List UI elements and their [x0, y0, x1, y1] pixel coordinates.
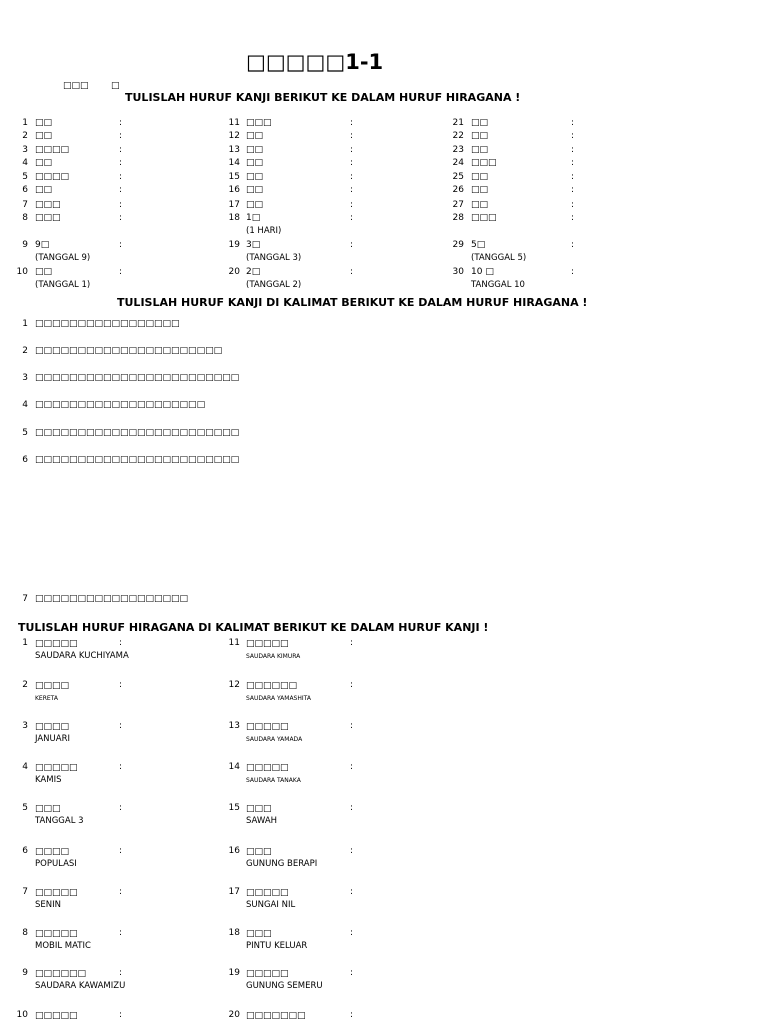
answer-colon: : [119, 213, 123, 223]
answer-colon: : [350, 638, 354, 648]
sentence-text: □□□□□□□□□□□□□□□□□□ [35, 594, 189, 604]
answer-colon: : [119, 1010, 123, 1020]
hiragana-item: □□□□□□□ [246, 1011, 306, 1021]
item-number: 5 [22, 172, 28, 182]
item-hint: (TANGGAL 2) [246, 280, 302, 290]
kanji-item: □□□ [246, 118, 272, 128]
hiragana-item: □□□□□ [246, 763, 289, 773]
section2-heading: TULISLAH HURUF KANJI DI KALIMAT BERIKUT KE DALAM HURUF HIRAGANA ! [117, 296, 588, 309]
hiragana-item: □□□□ [35, 847, 70, 857]
item-number: 18 [228, 928, 240, 938]
item-meaning: SAWAH [246, 816, 278, 826]
item-number: 28 [452, 213, 464, 223]
answer-colon: : [350, 680, 354, 690]
item-meaning: KERETA [35, 695, 58, 702]
answer-colon: : [119, 803, 123, 813]
hiragana-item: □□□□□ [246, 639, 289, 649]
section1-heading: TULISLAH HURUF KANJI BERIKUT KE DALAM HURUF HIRAGANA ! [125, 91, 521, 104]
item-number: 12 [228, 680, 240, 690]
sentence-text: □□□□□□□□□□□□□□□□□ [35, 319, 180, 329]
hiragana-item: □□□□□ [246, 969, 289, 979]
item-number: 10 [16, 267, 28, 277]
item-meaning: MOBIL MATIC [35, 941, 91, 951]
answer-colon: : [350, 158, 354, 168]
answer-colon: : [350, 803, 354, 813]
item-number: 27 [452, 200, 464, 210]
answer-colon: : [350, 200, 354, 210]
item-number: 20 [228, 1010, 240, 1020]
item-number: 10 [16, 1010, 28, 1020]
item-number: 18 [228, 213, 240, 223]
hiragana-item: □□□ [246, 847, 272, 857]
item-number: 7 [22, 887, 28, 897]
answer-colon: : [119, 185, 123, 195]
answer-colon: : [119, 846, 123, 856]
item-number: 14 [228, 762, 240, 772]
kanji-item: □□□□ [35, 172, 70, 182]
sentence-text: □□□□□□□□□□□□□□□□□□□□□□□□ [35, 373, 240, 383]
sentence-number: 7 [22, 594, 28, 604]
item-hint: (1 HARI) [246, 226, 282, 236]
kanji-item: 3□ [246, 240, 261, 250]
name-label-end: □ [111, 81, 120, 91]
item-meaning: JANUARI [35, 734, 70, 744]
item-number: 30 [452, 267, 464, 277]
page-title: □□□□□1-1 [246, 50, 384, 74]
answer-colon: : [571, 118, 575, 128]
kanji-item: 5□ [471, 240, 486, 250]
hiragana-item: □□□□□□ [35, 969, 87, 979]
hiragana-item: □□□□ [35, 722, 70, 732]
item-number: 23 [452, 145, 464, 155]
answer-colon: : [571, 185, 575, 195]
kanji-item: □□ [35, 185, 53, 195]
answer-colon: : [350, 968, 354, 978]
kanji-item: □□ [246, 158, 264, 168]
item-number: 16 [228, 846, 240, 856]
item-number: 1 [22, 638, 28, 648]
item-meaning: SAUDARA KIMURA [246, 653, 301, 660]
item-meaning: GUNUNG SEMERU [246, 981, 323, 991]
item-number: 22 [452, 131, 464, 141]
answer-colon: : [571, 213, 575, 223]
answer-colon: : [119, 200, 123, 210]
sentence-number: 4 [22, 400, 28, 410]
item-number: 9 [22, 968, 28, 978]
kanji-item: □□ [471, 185, 489, 195]
item-number: 15 [228, 803, 240, 813]
item-number: 20 [228, 267, 240, 277]
answer-colon: : [350, 1010, 354, 1020]
item-number: 12 [228, 131, 240, 141]
hiragana-item: □□□□ [35, 681, 70, 691]
kanji-item: □□□ [471, 213, 497, 223]
kanji-item: □□ [246, 145, 264, 155]
kanji-item: □□ [246, 185, 264, 195]
answer-colon: : [119, 131, 123, 141]
answer-colon: : [350, 213, 354, 223]
item-number: 6 [22, 846, 28, 856]
answer-colon: : [571, 200, 575, 210]
item-meaning: TANGGAL 3 [35, 816, 84, 826]
kanji-item: □□ [35, 131, 53, 141]
answer-colon: : [119, 172, 123, 182]
answer-colon: : [571, 240, 575, 250]
kanji-item: □□ [246, 131, 264, 141]
hiragana-item: □□□□□ [35, 639, 78, 649]
answer-colon: : [350, 118, 354, 128]
kanji-item: □□ [246, 172, 264, 182]
item-meaning: KAMIS [35, 775, 62, 785]
kanji-item: □□ [471, 145, 489, 155]
answer-colon: : [350, 267, 354, 277]
answer-colon: : [119, 887, 123, 897]
sentence-text: □□□□□□□□□□□□□□□□□□□□ [35, 400, 206, 410]
item-meaning: PINTU KELUAR [246, 941, 308, 951]
answer-colon: : [119, 240, 123, 250]
kanji-item: □□ [35, 158, 53, 168]
item-hint: TANGGAL 10 [471, 280, 525, 290]
item-meaning: GUNUNG BERAPI [246, 859, 318, 869]
kanji-item: □□ [471, 200, 489, 210]
answer-colon: : [119, 928, 123, 938]
answer-colon: : [350, 145, 354, 155]
item-number: 15 [228, 172, 240, 182]
answer-colon: : [350, 928, 354, 938]
answer-colon: : [571, 267, 575, 277]
answer-colon: : [350, 185, 354, 195]
item-meaning: SENIN [35, 900, 61, 910]
answer-colon: : [350, 721, 354, 731]
kanji-item: □□ [471, 118, 489, 128]
hiragana-item: □□□□□ [35, 1011, 78, 1021]
item-number: 8 [22, 213, 28, 223]
answer-colon: : [571, 145, 575, 155]
item-number: 29 [452, 240, 464, 250]
name-label: □□□ [63, 81, 89, 91]
kanji-item: □□□ [35, 213, 61, 223]
item-number: 2 [22, 680, 28, 690]
kanji-item: □□□□ [35, 145, 70, 155]
item-number: 3 [22, 721, 28, 731]
answer-colon: : [350, 240, 354, 250]
sentence-number: 6 [22, 455, 28, 465]
item-number: 2 [22, 131, 28, 141]
hiragana-item: □□□ [35, 804, 61, 814]
item-meaning: POPULASI [35, 859, 77, 869]
kanji-item: 1□ [246, 213, 261, 223]
item-meaning: SAUDARA TANAKA [246, 777, 301, 784]
item-meaning: SAUDARA KUCHIYAMA [35, 651, 129, 661]
item-number: 13 [228, 721, 240, 731]
sentence-text: □□□□□□□□□□□□□□□□□□□□□□□□ [35, 428, 240, 438]
answer-colon: : [119, 968, 123, 978]
answer-colon: : [119, 638, 123, 648]
answer-colon: : [350, 172, 354, 182]
answer-colon: : [350, 887, 354, 897]
item-number: 4 [22, 158, 28, 168]
item-number: 3 [22, 145, 28, 155]
answer-colon: : [119, 118, 123, 128]
item-number: 26 [452, 185, 464, 195]
item-number: 4 [22, 762, 28, 772]
item-number: 11 [228, 638, 240, 648]
hiragana-item: □□□□□ [35, 763, 78, 773]
hiragana-item: □□□□□ [246, 888, 289, 898]
hiragana-item: □□□□□ [246, 722, 289, 732]
sentence-number: 5 [22, 428, 28, 438]
answer-colon: : [571, 172, 575, 182]
item-hint: (TANGGAL 1) [35, 280, 91, 290]
sentence-number: 2 [22, 346, 28, 356]
item-meaning: SUNGAI NIL [246, 900, 296, 910]
item-number: 8 [22, 928, 28, 938]
item-meaning: SAUDARA YAMADA [246, 736, 303, 743]
hiragana-item: □□□□□ [35, 929, 78, 939]
answer-colon: : [350, 131, 354, 141]
answer-colon: : [119, 762, 123, 772]
item-number: 17 [228, 887, 240, 897]
kanji-item: □□□ [471, 158, 497, 168]
item-number: 19 [228, 240, 240, 250]
sentence-number: 1 [22, 319, 28, 329]
kanji-item: □□ [35, 118, 53, 128]
item-meaning: SAUDARA KAWAMIZU [35, 981, 126, 991]
kanji-item: 9□ [35, 240, 50, 250]
sentence-text: □□□□□□□□□□□□□□□□□□□□□□□□ [35, 455, 240, 465]
answer-colon: : [571, 131, 575, 141]
kanji-item: 2□ [246, 267, 261, 277]
item-number: 5 [22, 803, 28, 813]
hiragana-item: □□□ [246, 929, 272, 939]
item-number: 25 [452, 172, 464, 182]
item-number: 17 [228, 200, 240, 210]
item-meaning: SAUDARA YAMASHITA [246, 695, 311, 702]
kanji-item: □□ [471, 131, 489, 141]
item-hint: (TANGGAL 9) [35, 253, 91, 263]
item-number: 14 [228, 158, 240, 168]
kanji-item: □□ [471, 172, 489, 182]
kanji-item: □□ [246, 200, 264, 210]
answer-colon: : [119, 721, 123, 731]
hiragana-item: □□□ [246, 804, 272, 814]
item-number: 19 [228, 968, 240, 978]
answer-colon: : [350, 846, 354, 856]
item-hint: (TANGGAL 3) [246, 253, 302, 263]
item-number: 9 [22, 240, 28, 250]
kanji-item: □□□ [35, 200, 61, 210]
sentence-text: □□□□□□□□□□□□□□□□□□□□□□ [35, 346, 223, 356]
item-number: 13 [228, 145, 240, 155]
kanji-item: □□ [35, 267, 53, 277]
answer-colon: : [571, 158, 575, 168]
hiragana-item: □□□□□□ [246, 681, 298, 691]
item-hint: (TANGGAL 5) [471, 253, 527, 263]
answer-colon: : [350, 762, 354, 772]
item-number: 6 [22, 185, 28, 195]
item-number: 16 [228, 185, 240, 195]
answer-colon: : [119, 267, 123, 277]
item-number: 1 [22, 118, 28, 128]
hiragana-item: □□□□□ [35, 888, 78, 898]
item-number: 21 [452, 118, 464, 128]
section3-heading: TULISLAH HURUF HIRAGANA DI KALIMAT BERIKUT KE DALAM HURUF KANJI ! [18, 621, 489, 634]
kanji-item: 10 □ [471, 267, 494, 277]
answer-colon: : [119, 145, 123, 155]
answer-colon: : [119, 158, 123, 168]
item-number: 7 [22, 200, 28, 210]
sentence-number: 3 [22, 373, 28, 383]
item-number: 11 [228, 118, 240, 128]
answer-colon: : [119, 680, 123, 690]
item-number: 24 [452, 158, 464, 168]
